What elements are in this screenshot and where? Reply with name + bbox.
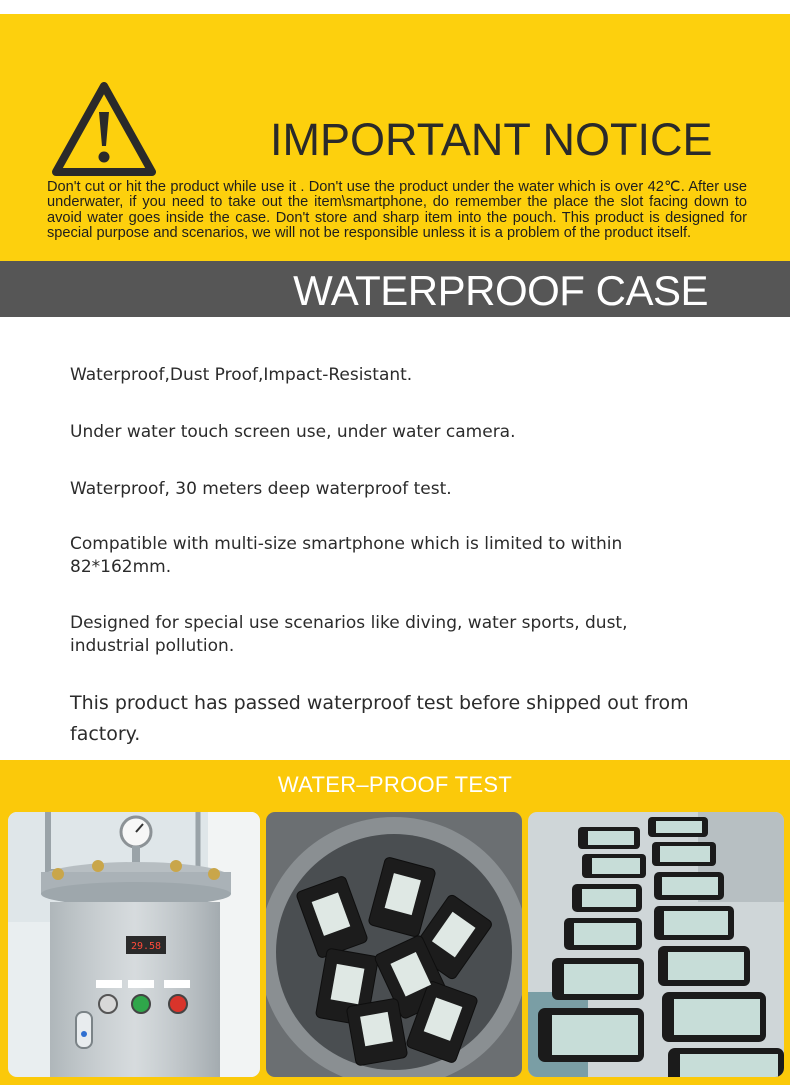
feature-item: Under water touch screen use, under water camera.	[70, 422, 516, 442]
cases-on-table-photo	[528, 812, 784, 1077]
test-title: WATER–PROOF TEST	[277, 772, 513, 797]
waterproof-case-header	[0, 261, 790, 317]
feature-item: Waterproof,Dust Proof,Impact-Resistant.	[70, 365, 413, 385]
feature-item: Waterproof, 30 meters deep waterproof test.	[70, 479, 452, 499]
warning-triangle-icon	[52, 82, 156, 176]
pressure-tank-photo	[8, 812, 260, 1077]
important-notice-panel	[0, 14, 790, 261]
feature-item: This product has passed waterproof test before shipped out from factory.	[70, 692, 689, 745]
notice-title: IMPORTANT NOTICE	[270, 114, 713, 165]
waterproof-test-panel	[0, 760, 790, 1085]
notice-body-text: Don't cut or hit the product while use it . Don't use the product under the water which is over 42℃. After use underwater, if you need to take out the item\smartphone, do remember the place the slot facing down to avoid water goes inside the case. Don't store and sharp item into the pouch. This product is designed for special purpose and scenarios, we will not be responsible unless it is a problem of the product itself.	[47, 179, 747, 242]
tank-with-cases-photo	[266, 812, 522, 1077]
machine-display: 29.58	[130, 941, 162, 952]
feature-item: Designed for special use scenarios like diving, water sports, dust, industrial pollution.	[70, 613, 628, 656]
section-title: WATERPROOF CASE	[293, 267, 708, 314]
feature-item: Compatible with multi-size smartphone which is limited to within 82*162mm.	[70, 534, 623, 577]
